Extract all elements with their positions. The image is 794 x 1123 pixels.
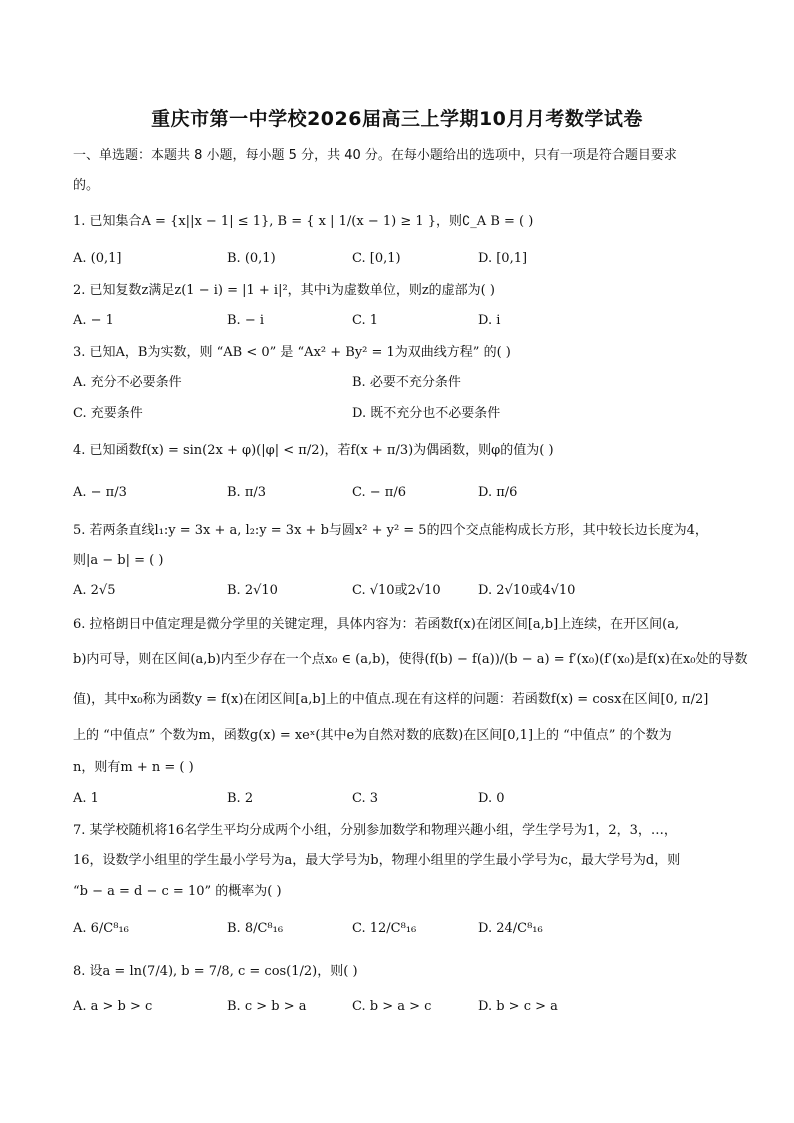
question-2-option-b[interactable]: B. − i xyxy=(227,313,265,328)
question-5-text-line-2: 则|a − b| = ( ) xyxy=(73,553,164,568)
question-6-option-d[interactable]: D. 0 xyxy=(478,791,505,806)
question-7-option-c[interactable]: C. 12/C⁸₁₆ xyxy=(352,921,417,936)
question-2-option-c[interactable]: C. 1 xyxy=(352,313,379,328)
question-2-text: 2. 已知复数z满足z(1 − i) = |1 + i|²，其中i为虚数单位，则z的虚部为( ) xyxy=(73,283,495,298)
question-1-option-c[interactable]: C. [0,1) xyxy=(352,251,401,266)
question-1-text: 1. 已知集合A = {x||x − 1| ≤ 1}, B = { x | 1/(x − 1) ≥ 1 }，则∁_A B = ( ) xyxy=(73,214,534,229)
question-6-option-c[interactable]: C. 3 xyxy=(352,791,379,806)
question-5-option-a[interactable]: A. 2√5 xyxy=(73,583,116,598)
section-heading-line-1: 一、单选题：本题共 8 小题，每小题 5 分，共 40 分。在每小题给出的选项中，只有一项是符合题目要求 xyxy=(73,148,677,163)
question-5-option-d[interactable]: D. 2√10或4√10 xyxy=(478,583,576,598)
question-7-option-a[interactable]: A. 6/C⁸₁₆ xyxy=(73,921,129,936)
question-5-option-c[interactable]: C. √10或2√10 xyxy=(352,583,441,598)
question-6-option-b[interactable]: B. 2 xyxy=(227,791,254,806)
question-7-text-line-3: “b − a = d − c = 10” 的概率为( ) xyxy=(73,884,282,899)
question-3-option-d[interactable]: D. 既不充分也不必要条件 xyxy=(352,406,501,421)
question-4-option-b[interactable]: B. π/3 xyxy=(227,485,267,500)
question-7-option-b[interactable]: B. 8/C⁸₁₆ xyxy=(227,921,284,936)
question-8-option-a[interactable]: A. a > b > c xyxy=(73,999,153,1014)
question-7-text-line-1: 7. 某学校随机将16名学生平均分成两个小组，分别参加数学和物理兴趣小组，学生学号为1，2，3，…， xyxy=(73,823,677,838)
question-3-option-a[interactable]: A. 充分不必要条件 xyxy=(73,375,182,390)
question-4-option-c[interactable]: C. − π/6 xyxy=(352,485,406,500)
question-8-option-b[interactable]: B. c > b > a xyxy=(227,999,307,1014)
question-5-option-b[interactable]: B. 2√10 xyxy=(227,583,278,598)
question-1-option-b[interactable]: B. (0,1) xyxy=(227,251,276,266)
question-4-option-a[interactable]: A. − π/3 xyxy=(73,485,127,500)
question-2-option-d[interactable]: D. i xyxy=(478,313,501,328)
question-6-text-line-2: b)内可导，则在区间(a,b)内至少存在一个点x₀ ∈ (a,b)，使得(f(b) − f(a))/(b − a) = f′(x₀)(f′(x₀)是f(x)在x₀处的导数 xyxy=(73,652,748,667)
question-1-option-a[interactable]: A. (0,1] xyxy=(73,251,122,266)
question-3-option-c[interactable]: C. 充要条件 xyxy=(73,406,143,421)
question-8-text: 8. 设a = ln(7/4), b = 7/8, c = cos(1/2)，则( ) xyxy=(73,964,358,979)
question-2-option-a[interactable]: A. − 1 xyxy=(73,313,114,328)
question-8-option-d[interactable]: D. b > c > a xyxy=(478,999,558,1014)
question-6-text-line-5: n，则有m + n = ( ) xyxy=(73,760,194,775)
question-6-text-line-4: 上的 “中值点” 个数为m，函数g(x) = xeˣ(其中e为自然对数的底数)在区间[0,1]上的 “中值点” 的个数为 xyxy=(73,728,672,743)
question-6-text-line-3: 值)，其中x₀称为函数y = f(x)在闭区间[a,b]上的中值点.现在有这样的问题：若函数f(x) = cosx在区间[0, π/2] xyxy=(73,692,709,707)
question-3-option-b[interactable]: B. 必要不充分条件 xyxy=(352,375,461,390)
question-6-option-a[interactable]: A. 1 xyxy=(73,791,99,806)
question-4-text: 4. 已知函数f(x) = sin(2x + φ)(|φ| < π/2)，若f(x + π/3)为偶函数，则φ的值为( ) xyxy=(73,443,554,458)
question-8-option-c[interactable]: C. b > a > c xyxy=(352,999,432,1014)
question-7-text-line-2: 16，设数学小组里的学生最小学号为a，最大学号为b，物理小组里的学生最小学号为c，最大学号为d，则 xyxy=(73,853,681,868)
exam-title: 重庆市第一中学校2026届高三上学期10月月考数学试卷 xyxy=(151,108,643,130)
question-7-option-d[interactable]: D. 24/C⁸₁₆ xyxy=(478,921,543,936)
question-4-option-d[interactable]: D. π/6 xyxy=(478,485,518,500)
question-6-text-line-1: 6. 拉格朗日中值定理是微分学里的关键定理，具体内容为：若函数f(x)在闭区间[a,b]上连续，在开区间(a, xyxy=(73,617,680,632)
question-5-text-line-1: 5. 若两条直线l₁:y = 3x + a, l₂:y = 3x + b与圆x² + y² = 5的四个交点能构成长方形，其中较长边长度为4， xyxy=(73,523,708,538)
section-heading-line-2: 的。 xyxy=(73,178,100,193)
question-3-text: 3. 已知A，B为实数，则 “AB < 0” 是 “Ax² + By² = 1为双曲线方程” 的( ) xyxy=(73,345,511,360)
question-1-option-d[interactable]: D. [0,1] xyxy=(478,251,528,266)
